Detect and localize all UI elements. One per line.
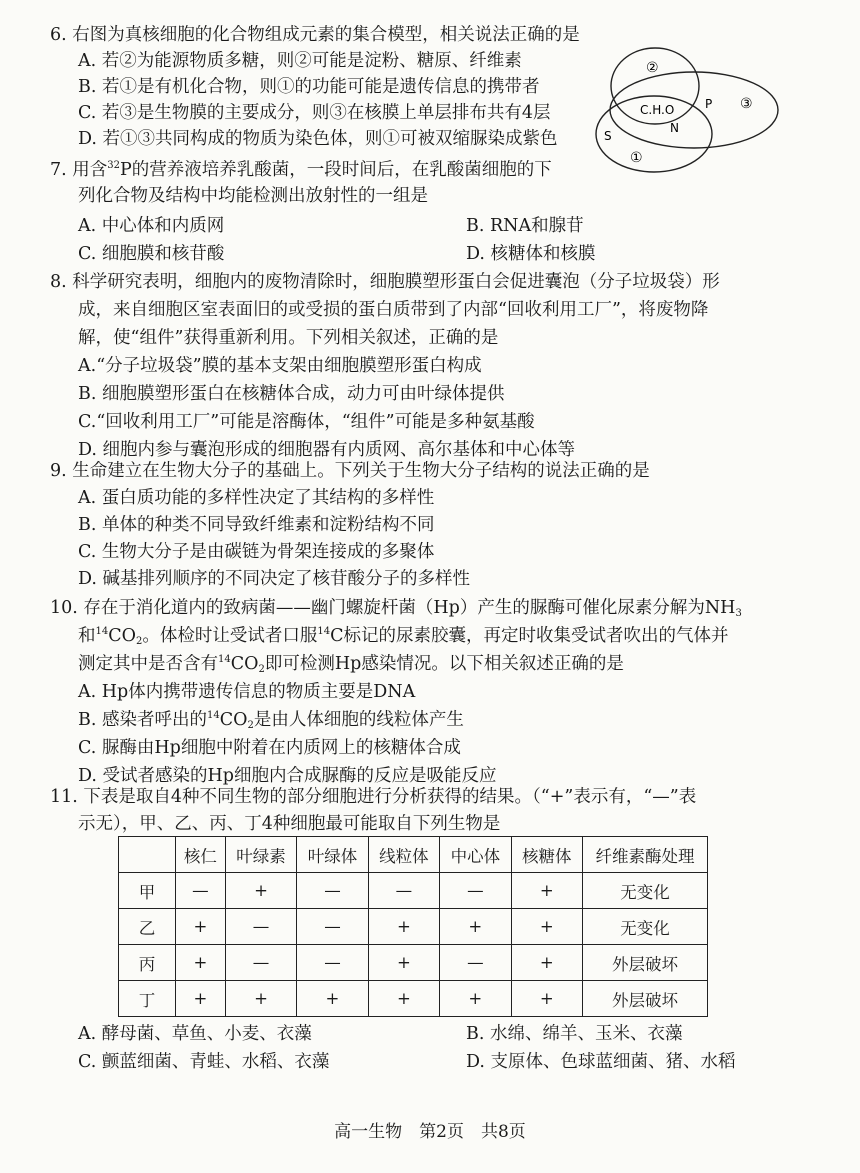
- question-10-stem-line-2: [50, 622, 742, 650]
- q10-b-sub: 2: [247, 720, 254, 731]
- table-header-row: [119, 837, 708, 873]
- table-cell: 外层破坏: [583, 981, 708, 1017]
- table-cell: 丁: [119, 981, 176, 1017]
- table-header-cell: 叶绿素: [225, 837, 296, 873]
- table-row: [119, 981, 708, 1017]
- q10-l2-sub: 2: [135, 636, 143, 647]
- question-11-options-row-1: [50, 1020, 736, 1048]
- table-cell: +: [511, 909, 582, 945]
- element-set-venn-diagram: [590, 44, 780, 174]
- venn-label-2: ②: [646, 60, 659, 76]
- table-cell: 外层破坏: [583, 945, 708, 981]
- question-9-option-c: C. 生物大分子是由碳链为骨架连接成的多聚体: [78, 542, 435, 562]
- question-10-option-b: [50, 706, 742, 734]
- table-cell: +: [297, 981, 368, 1017]
- table-row: [119, 873, 708, 909]
- page-footer: 高一生物 第2页 共8页: [334, 1122, 526, 1142]
- question-11-option-b: B. 水绵、绵羊、玉米、衣藻: [466, 1024, 683, 1044]
- table-cell: +: [176, 981, 226, 1017]
- table-cell: +: [511, 981, 582, 1017]
- venn-label-center: C.H.O: [640, 103, 675, 117]
- q7-sup: 32: [107, 160, 120, 171]
- q10-b-sup: 14: [207, 710, 220, 721]
- question-8-option-d: D. 细胞内参与囊泡形成的细胞器有内质网、高尔基体和中心体等: [78, 440, 576, 460]
- question-11: [50, 784, 696, 838]
- table-cell: +: [225, 873, 296, 909]
- question-10-stem-line-3: [50, 650, 742, 678]
- table-cell: +: [511, 945, 582, 981]
- table-header-cell: 核糖体: [511, 837, 582, 873]
- table-cell: +: [176, 945, 226, 981]
- question-8-option-c: C.“回收利用工厂”可能是溶酶体，“组件”可能是多种氨基酸: [78, 412, 535, 432]
- table-cell: +: [440, 909, 511, 945]
- table-cell: —: [225, 909, 296, 945]
- q10-l2-sup2: 14: [317, 626, 331, 637]
- question-11-stem-line-2: 示无），甲、乙、丙、丁4种细胞最可能取自下列生物是: [78, 814, 501, 834]
- question-8-option-a: A.“分子垃圾袋”膜的基本支架由细胞膜塑形蛋白构成: [78, 356, 482, 376]
- table-cell: —: [368, 873, 439, 909]
- table-cell: +: [440, 981, 511, 1017]
- table-cell: —: [297, 909, 368, 945]
- venn-label-1: ①: [630, 150, 643, 166]
- table-cell: +: [368, 981, 439, 1017]
- question-7: [50, 157, 596, 267]
- table-header-cell: [119, 837, 176, 873]
- q10-l3-sup: 14: [218, 654, 231, 665]
- q10-l2-a: 和: [78, 626, 96, 646]
- question-11-stem-line-1: 11. 下表是取自4种不同生物的部分细胞进行分析获得的结果。（“+”表示有，“—”表: [50, 787, 697, 807]
- question-8-stem-line-1: 8. 科学研究表明，细胞内的废物清除时，细胞膜塑形蛋白会促进囊泡（分子垃圾袋）形: [50, 272, 720, 292]
- question-7-options-row-2: [50, 241, 596, 267]
- venn-label-s: S: [604, 129, 612, 143]
- table-cell: —: [176, 873, 226, 909]
- q10-l1-text: 10. 存在于消化道内的致病菌——幽门螺旋杆菌（Hp）产生的脲酶可催化尿素分解为NH: [50, 598, 736, 618]
- table-cell: +: [368, 909, 439, 945]
- set-3-ellipse: [610, 72, 778, 148]
- table-cell: 无变化: [583, 873, 708, 909]
- table-row: [119, 909, 708, 945]
- question-9-option-b: B. 单体的种类不同导致纤维素和淀粉结构不同: [78, 515, 435, 535]
- q10-l2-d: C标记的尿素胶囊，再定时收集受试者吹出的气体并: [330, 626, 729, 646]
- table-cell: —: [225, 945, 296, 981]
- q10-l2-sup: 14: [95, 626, 109, 637]
- table-cell: +: [176, 909, 226, 945]
- q10-l3-c: 即可检测Hp感染情况。以下相关叙述正确的是: [264, 654, 624, 674]
- table-header-cell: 核仁: [176, 837, 226, 873]
- question-10-option-d: D. 受试者感染的Hp细胞内合成脲酶的反应是吸能反应: [78, 766, 497, 786]
- question-10-stem-line-1: [50, 594, 742, 622]
- table-cell: —: [440, 873, 511, 909]
- question-8-stem-line-3: 解，使“组件”获得重新利用。下列相关叙述，正确的是: [78, 328, 499, 348]
- table-cell: 甲: [119, 873, 176, 909]
- q10-l3-b: CO: [230, 654, 259, 674]
- question-9-option-a: A. 蛋白质功能的多样性决定了其结构的多样性: [78, 488, 435, 508]
- table-cell: —: [440, 945, 511, 981]
- question-8-option-b: B. 细胞膜塑形蛋白在核糖体合成，动力可由叶绿体提供: [78, 384, 505, 404]
- question-11-options-row-2: [50, 1048, 736, 1076]
- table-cell: 丙: [119, 945, 176, 981]
- table-cell: +: [225, 981, 296, 1017]
- question-6-option-a: A. 若②为能源物质多糖，则②可能是淀粉、糖原、纤维素: [78, 51, 522, 71]
- table-cell: 无变化: [583, 909, 708, 945]
- question-10-option-c: C. 脲酶由Hp细胞中附着在内质网上的核糖体合成: [78, 738, 461, 758]
- q7-text-a: 7. 用含: [50, 160, 108, 180]
- question-9-option-d: D. 碱基排列顺序的不同决定了核苷酸分子的多样性: [78, 569, 471, 589]
- table-header-cell: 叶绿体: [297, 837, 368, 873]
- q10-l3-sub: 2: [258, 664, 265, 675]
- question-7-option-a: A. 中心体和内质网: [78, 216, 225, 236]
- question-6-option-b: B. 若①是有机化合物，则①的功能可能是遗传信息的携带者: [78, 77, 540, 97]
- question-8-stem-line-2: 成，来自细胞区室表面旧的或受损的蛋白质带到了内部“回收利用工厂”，将废物降: [78, 300, 709, 320]
- question-7-stem-line-1: [50, 157, 596, 183]
- question-11-option-d: D. 支原体、色球蓝细菌、猪、水稻: [466, 1052, 736, 1072]
- q7-text-b: P的营养液培养乳酸菌，一段时间后，在乳酸菌细胞的下: [120, 160, 552, 180]
- table-cell: 乙: [119, 909, 176, 945]
- table-row: [119, 945, 708, 981]
- question-9-stem: 9. 生命建立在生物大分子的基础上。下列关于生物大分子结构的说法正确的是: [50, 461, 650, 481]
- question-8: [50, 268, 720, 464]
- table-header-cell: 纤维素酶处理: [583, 837, 708, 873]
- question-6: [50, 22, 580, 152]
- q10-b-c: 是由人体细胞的线粒体产生: [253, 710, 464, 730]
- question-7-stem-line-2: 列化合物及结构中均能检测出放射性的一组是: [78, 186, 428, 206]
- question-11-option-a: A. 酵母菌、草鱼、小麦、衣藻: [78, 1024, 312, 1044]
- table-cell: —: [297, 945, 368, 981]
- question-6-option-d: D. 若①③共同构成的物质为染色体，则①可被双缩脲染成紫色: [78, 129, 558, 149]
- question-9: [50, 458, 650, 593]
- table-cell: —: [297, 873, 368, 909]
- question-7-option-c: C. 细胞膜和核苷酸: [78, 244, 225, 264]
- question-6-stem: 6. 右图为真核细胞的化合物组成元素的集合模型，相关说法正确的是: [50, 25, 580, 45]
- q10-b-b: CO: [219, 710, 248, 730]
- question-11-option-c: C. 颤蓝细菌、青蛙、水稻、衣藻: [78, 1052, 330, 1072]
- venn-label-p: P: [705, 97, 713, 111]
- table-cell: +: [511, 873, 582, 909]
- q10-b-a: B. 感染者呼出的: [78, 710, 207, 730]
- q10-l2-c: 。体检时让受试者口服: [142, 626, 318, 646]
- question-7-options-row-1: [50, 213, 596, 239]
- q10-l1-sub: 3: [735, 608, 742, 619]
- q10-l2-b: CO: [108, 626, 136, 646]
- question-7-option-b: B. RNA和腺苷: [466, 216, 584, 236]
- cell-analysis-table: [118, 836, 708, 1017]
- table-header-cell: 中心体: [440, 837, 511, 873]
- venn-label-3: ③: [740, 96, 753, 112]
- q10-l3-a: 测定其中是否含有: [78, 654, 218, 674]
- question-7-option-d: D. 核糖体和核膜: [466, 244, 596, 264]
- question-10-option-a: A. Hp体内携带遗传信息的物质主要是DNA: [78, 682, 416, 702]
- table-cell: +: [368, 945, 439, 981]
- question-11-options: [50, 1020, 736, 1076]
- table-header-cell: 线粒体: [368, 837, 439, 873]
- question-10: [50, 594, 742, 790]
- question-6-option-c: C. 若③是生物膜的主要成分，则③在核膜上单层排布共有4层: [78, 103, 551, 123]
- venn-label-n: N: [670, 121, 679, 135]
